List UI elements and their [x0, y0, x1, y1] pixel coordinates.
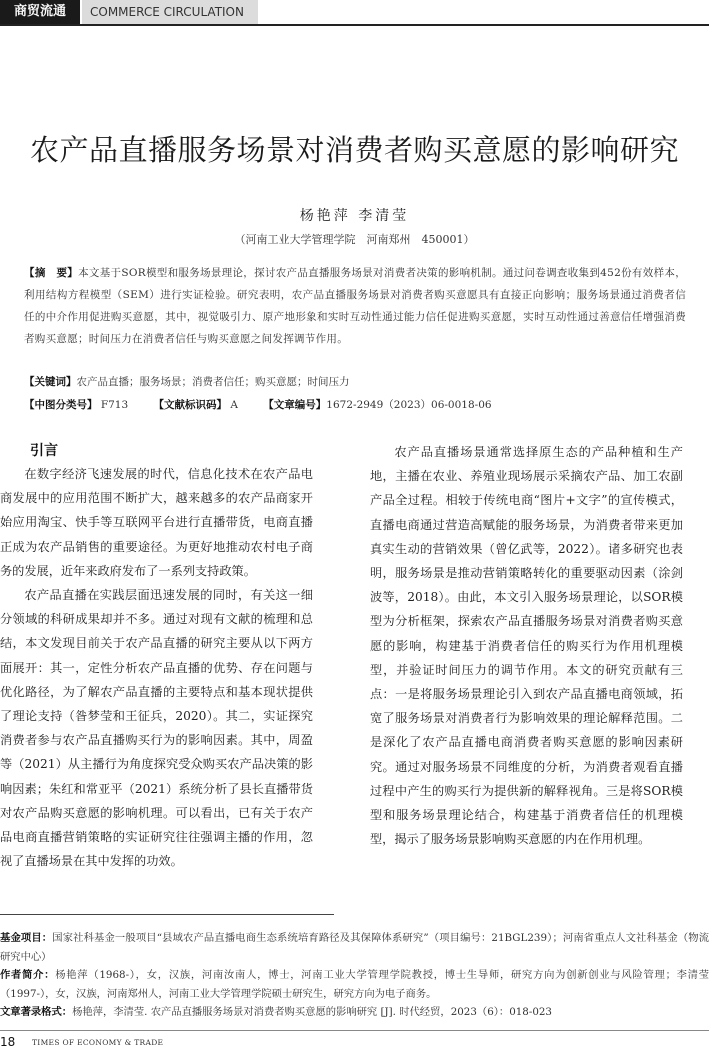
doc-code-label: 【文献标识码】: [153, 399, 228, 411]
doc-code-value: A: [230, 399, 238, 411]
keywords: [24, 373, 686, 391]
article-number-label: 【文章编号】: [263, 399, 327, 411]
body-column-left: [0, 440, 313, 873]
footnote-funding: [0, 929, 709, 966]
article-authors: 杨艳萍 李清莹: [299, 208, 410, 224]
author-bio-text: 杨艳萍（1968-），女，汉族，河南汝南人，博士，河南工业大学管理学院教授，博士生导师，研究方向为创新创业与风险管理；李清莹（1997-），女，汉族，河南郑州人，河南工业大学管理学院硕士研究生，研究方向为电子商务。: [0, 969, 709, 1000]
section-tag: 商贸流通: [0, 0, 80, 24]
author-affiliation: （河南工业大学管理学院 河南郑州 450001）: [234, 233, 475, 246]
body-column-right: [370, 440, 683, 851]
page-footer-rule: [0, 1030, 709, 1031]
funding-label: 基金项目：: [0, 932, 53, 944]
body-paragraph: 在数字经济飞速发展的时代，信息化技术在农产品电商发展中的应用范围不断扩大，越来越多的农产品商家开始应用淘宝、快手等互联网平台进行直播带货，电商直播正成为农产品销售的重要途径。为更好地推动农村电子商务的发展，近年来政府发布了一系列支持政策。: [0, 467, 313, 578]
abstract-text: 本文基于SOR模型和服务场景理论，探讨农产品直播服务场景对消费者决策的影响机制。通过问卷调查收集到452份有效样本，利用结构方程模型（SEM）进行实证检验。研究表明，农产品直播服务场景对消费者购买意愿具有直接正向影响；服务场景通过消费者信任的中介作用促进购买意愿，其中，视觉吸引力、原产地形象和实时互动性通过能力信任促进购买意愿，实时互动性通过善意信任增强消费者购买意愿；时间压力在消费者信任与购买意愿之间发挥调节作用。: [24, 267, 686, 345]
abstract: [24, 262, 686, 350]
body-paragraph: 农产品直播在实践层面迅速发展的同时，有关这一细分领域的科研成果却并不多。通过对现有文献的梳理和总结，本文发现目前关于农产品直播的研究主要从以下两方面展开：其一，定性分析农产品直播的优势、存在问题与优化路径，为了解农产品直播的主要特点和基本现状提供了理论支持（昝梦莹和王征兵，2020）。其二，实证探究消费者参与农产品直播购买行为的影响因素。其中，周盈等（2021）从主播行为角度探究受众购买农产品决策的影响因素；朱红和常亚平（2021）系统分析了县长直播带货对农产品购买意愿的影响机理。可以看出，已有关于农产品电商直播营销策略的实证研究往往强调主播的作用，忽视了直播场景在其中发挥的功效。: [0, 588, 313, 869]
classification-row: [24, 396, 686, 414]
author-bio-label: 作者简介：: [0, 969, 56, 981]
body-paragraph: 农产品直播场景通常选择原生态的产品种植和生产地，主播在农业、养殖业现场展示采摘农产品、加工农副产品全过程。相较于传统电商“图片+文字”的宣传模式，直播电商通过营造高赋能的服务场景，为消费者带来更加真实生动的营销效果（曾亿武等，2022）。诸多研究也表明，服务场景是推动营销策略转化的重要驱动因素（涂剑波等，2018）。由此，本文引入服务场景理论，以SOR模型为分析框架，探索农产品直播服务场景对消费者购买意愿的影响，构建基于消费者信任的购买行为作用机理模型，并验证时间压力的调节作用。本文的研究贡献有三点：一是将服务场景理论引入到农产品直播电商领域，拓宽了服务场景对消费者行为影响效果的理论解释范围。二是深化了农产品直播电商消费者购买意愿的影响因素研究。通过对服务场景不同维度的分析，为消费者观看直播过程中产生的购买行为提供新的解释视角。三是将SOR模型和服务场景理论结合，构建基于消费者信任的机理模型，揭示了服务场景影响购买意愿的内在作用机理。: [370, 445, 683, 847]
page-number: 18: [0, 1035, 16, 1049]
footnote-author-bio: [0, 966, 709, 1003]
journal-name: TIMES OF ECONOMY & TRADE: [32, 1038, 164, 1047]
citation-label: 文章著录格式：: [0, 1006, 73, 1018]
abstract-label: 【摘 要】: [24, 267, 79, 279]
section-subtitle: COMMERCE CIRCULATION: [82, 0, 258, 24]
funding-text: 国家社科基金一般项目“县域农产品直播电商生态系统培育路径及其保障体系研究”（项目编号：21BGL239）；河南省重点人文社科基金（物流研究中心）: [0, 932, 709, 963]
section-heading-intro: 引言: [30, 443, 58, 459]
citation-text: 杨艳萍，李清莹. 农产品直播服务场景对消费者购买意愿的影响研究 [J]. 时代经贸，2023（6）：018-023: [72, 1006, 552, 1018]
clc-label: 【中图分类号】: [24, 399, 98, 411]
keywords-label: 【关键词】: [24, 376, 77, 388]
footnote-citation: [0, 1003, 709, 1022]
article-title: 农产品直播服务场景对消费者购买意愿的影响研究: [29, 133, 679, 167]
clc-value: F713: [100, 399, 129, 411]
footnote-rule: [0, 914, 334, 915]
header-rule: [0, 24, 709, 26]
keywords-text: 农产品直播；服务场景；消费者信任；购买意愿；时间压力: [76, 376, 350, 388]
article-number-value: 1672-2949（2023）06-0018-06: [326, 399, 492, 411]
